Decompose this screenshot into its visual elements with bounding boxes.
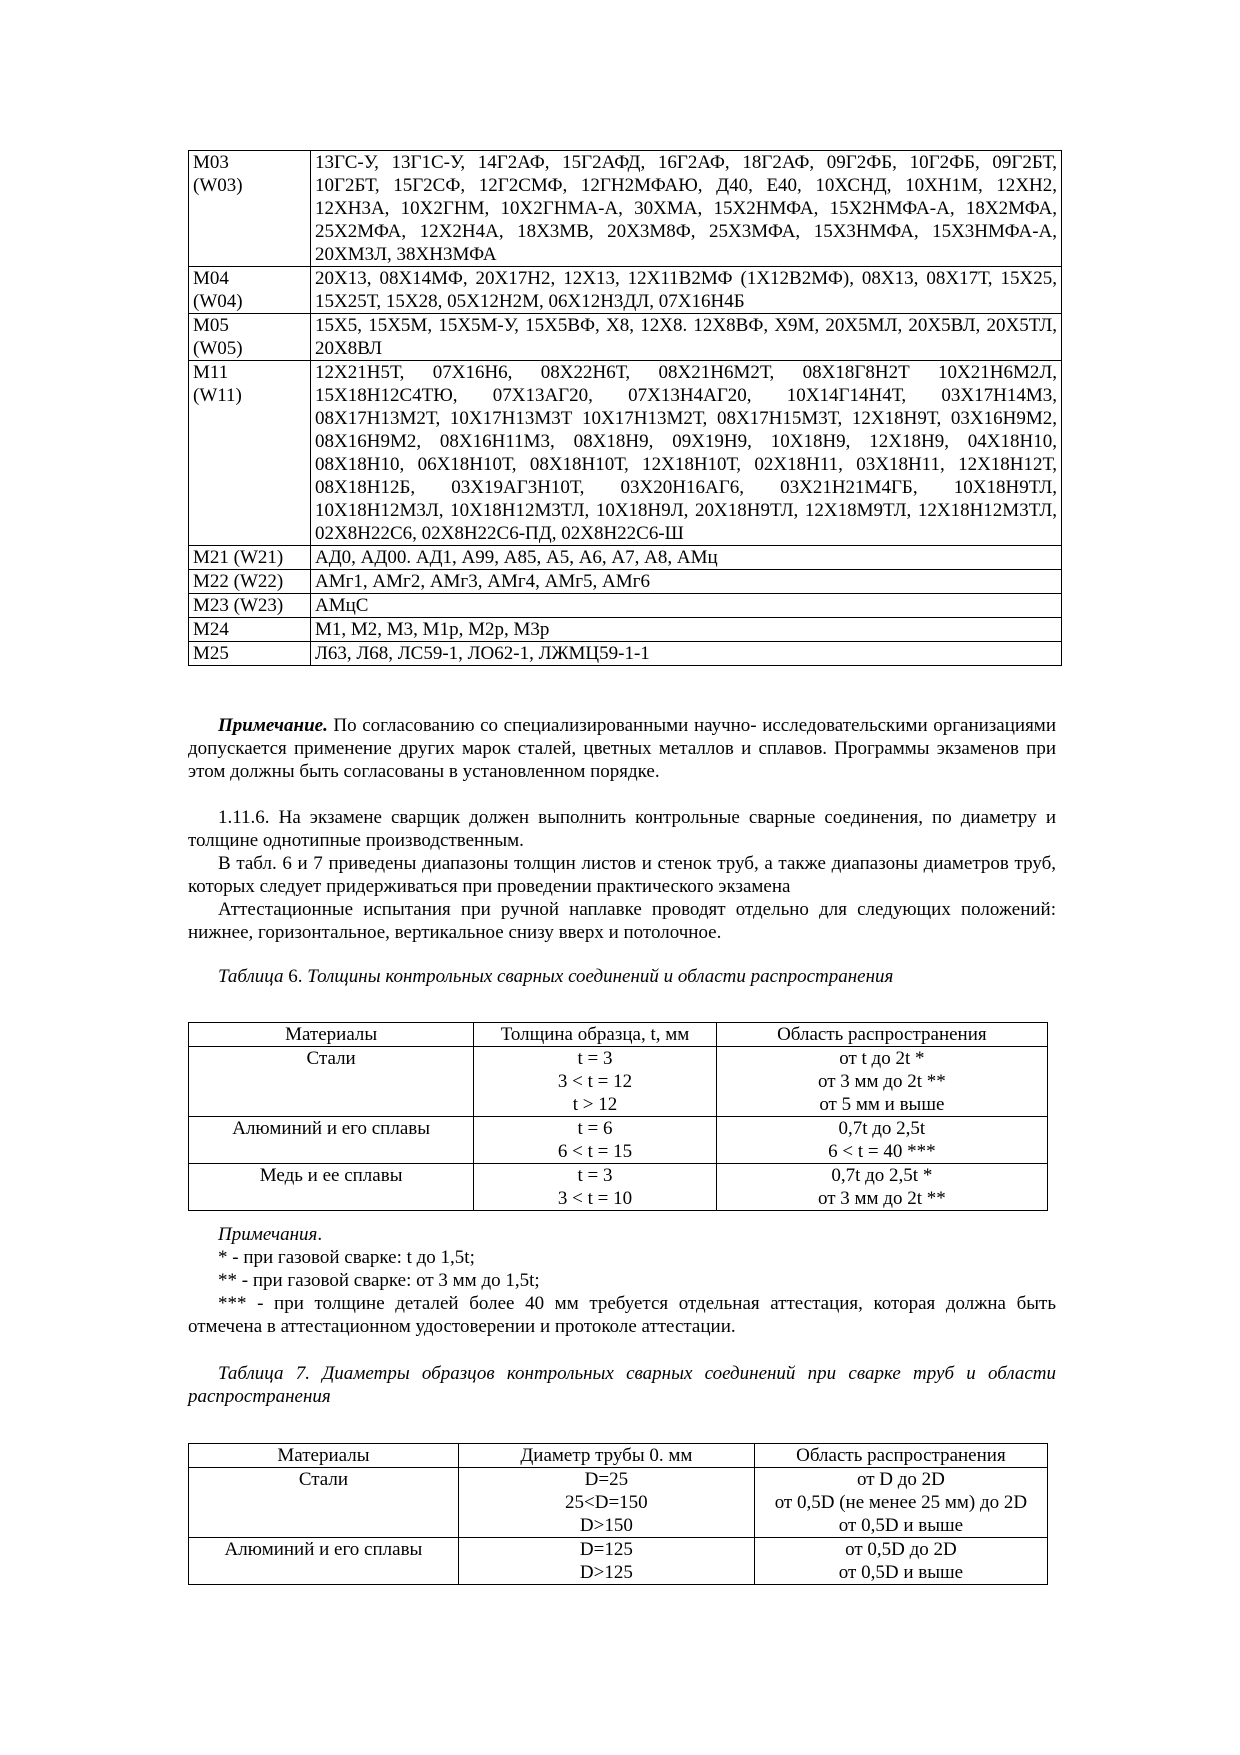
group-code: М25 [193, 643, 229, 664]
group-code: М03 [193, 152, 229, 173]
range-cell [754, 1468, 1047, 1538]
group-code: (W11) [193, 385, 242, 406]
sample-cell [474, 1164, 716, 1211]
group-steels-cell: АМцС [311, 594, 1062, 618]
table-row [189, 1164, 1048, 1211]
table-row [189, 570, 1062, 594]
group-code: М04 [193, 268, 229, 289]
note-item-2: ** - при газовой сварке: от 3 мм до 1,5t; [218, 1270, 540, 1291]
range-value: от 3 мм до 2t ** [817, 1188, 946, 1209]
table-row [189, 151, 1062, 267]
table-row [189, 618, 1062, 642]
paragraph-1-11-6-text: 1.11.6. На экзамене сварщик должен выполнить контрольные сварные соединения, по диаметру и толщине однотипные производственным. [188, 807, 1056, 851]
column-header: Область распространения [754, 1444, 1047, 1468]
range-value: от t до 2t * [839, 1048, 925, 1069]
sample-cell [474, 1117, 716, 1164]
group-code-cell [189, 546, 311, 570]
group-code: М23 (W23) [193, 595, 284, 616]
table-row [189, 1117, 1048, 1164]
group-steels-cell: АМг1, АМг2, АМг3, АМг4, АМг5, АМг6 [311, 570, 1062, 594]
diameter-value: D=25 [584, 1469, 629, 1490]
diameter-cell [458, 1538, 754, 1585]
group-steels-cell: 13ГС-У, 13Г1С-У, 14Г2АФ, 15Г2АФД, 16Г2АФ, 18Г2АФ, 09Г2ФБ, 10Г2ФБ, 09Г2БТ, 10Г2БТ, 15Г2СФ, 12Г2СМФ, 12ГН2МФАЮ, Д40, Е40, 10ХСНД, 10ХН1М, 12ХН2, 12ХН3А, 10Х2ГНМ, 10Х2ГНМА-А, 30ХМА, 15Х2НМФА, 15Х2НМФА-А, 18Х2МФА, 25Х2МФА, 12Х2Н4А, 18Х3МВ, 20Х3М8Ф, 25Х3МФА, 15Х3НМФА, 15Х3НМФА-А, 20ХМ3Л, 38ХН3МФА [311, 151, 1062, 267]
table-row [189, 314, 1062, 361]
paragraph-1-11-6 [188, 806, 1056, 852]
notes-title-dot: . [317, 1224, 323, 1245]
table6-notes [188, 1223, 1056, 1338]
group-code: М21 (W21) [193, 547, 284, 568]
group-steels-cell: 12Х21Н5Т, 07Х16Н6, 08Х22Н6Т, 08Х21Н6М2Т, 08Х18Г8Н2Т 10Х21Н6М2Л, 15Х18Н12С4ТЮ, 07Х13АГ20, 07Х13Н4АГ20, 10Х14Г14Н4Т, 03Х17Н14М3, 08Х17Н13М2Т, 10Х17Н13М3Т 10Х17Н13М2Т, 08Х17Н15М3Т, 12Х18Н9Т, 03Х16Н9М2, 08Х16Н9М2, 08Х16Н11М3, 08Х18Н9, 09Х19Н9, 10Х18Н9, 12Х18Н9, 04Х18Н10, 08Х18Н10, 06Х18Н10Т, 08Х18Н10Т, 12Х18Н10Т, 02Х18Н11, 03Х18Н11, 12Х18Н12Т, 08Х18Н12Б, 03Х19АГ3Н10Т, 03Х20Н16АГ6, 03Х21Н21М4ГБ, 10Х18Н9ТЛ, 10Х18Н12М3Л, 10Х18Н12М3ТЛ, 10Х18Н9Л, 20Х18Н9ТЛ, 12Х18М9ТЛ, 12Х18Н12М3ТЛ, 02Х8Н22С6, 02Х8Н22С6-ПД, 02Х8Н22С6-Ш [311, 361, 1062, 546]
note-paragraph [188, 714, 1056, 783]
range-value: от 0,5D и выше [838, 1515, 964, 1536]
group-code-cell [189, 594, 311, 618]
range-value: 6 < t = 40 *** [828, 1141, 936, 1162]
column-header: Материалы [189, 1023, 474, 1047]
material-cell: Стали [189, 1468, 459, 1538]
material-cell: Медь и ее сплавы [189, 1164, 474, 1211]
notes-title: Примечания [218, 1224, 318, 1245]
material-cell: Алюминий и его сплавы [189, 1117, 474, 1164]
group-code-cell [189, 361, 311, 546]
group-code-cell [189, 618, 311, 642]
range-value: от 0,5D (не менее 25 мм) до 2D [774, 1492, 1028, 1513]
sample-value: 3 < t = 12 [557, 1071, 633, 1092]
range-value: от 3 мм до 2t ** [817, 1071, 946, 1092]
range-cell [716, 1047, 1047, 1117]
column-header: Область распространения [716, 1023, 1047, 1047]
table6-caption-prefix: Таблица [218, 966, 284, 987]
sample-value: t = 3 [577, 1048, 613, 1069]
table-row [189, 1468, 1048, 1538]
table-row [189, 594, 1062, 618]
table-row [189, 546, 1062, 570]
sample-value: t = 3 [577, 1165, 613, 1186]
range-value: от 0,5D до 2D [845, 1539, 957, 1560]
range-cell [716, 1164, 1047, 1211]
group-code: (W03) [193, 175, 243, 196]
range-cell [716, 1117, 1047, 1164]
note-item-1: * - при газовой сварке: t до 1,5t; [218, 1247, 475, 1268]
column-header: Материалы [189, 1444, 459, 1468]
range-value: от 5 мм и выше [819, 1094, 945, 1115]
note-item-3: *** - при толщине деталей более 40 мм требуется отдельная аттестация, которая должна быть отмечена в аттестационном удостоверении и протоколе аттестации. [188, 1293, 1056, 1337]
sample-value: t > 12 [572, 1094, 618, 1115]
table-row [189, 1047, 1048, 1117]
material-cell: Стали [189, 1047, 474, 1117]
table-row [189, 642, 1062, 666]
note-label: Примечание. [218, 715, 328, 736]
sample-value: 6 < t = 15 [557, 1141, 633, 1162]
group-steels-cell: М1, М2, М3, М1р, М2р, М3р [311, 618, 1062, 642]
range-value: от D до 2D [856, 1469, 945, 1490]
group-steels-cell: Л63, Л68, ЛС59-1, ЛО62-1, ЛЖМЦ59-1-1 [311, 642, 1062, 666]
material-cell: Алюминий и его сплавы [189, 1538, 459, 1585]
group-code-cell [189, 570, 311, 594]
table7-caption-text: Таблица 7. Диаметры образцов контрольных сварных соединений при сварке труб и области распространения [188, 1363, 1056, 1407]
table-row [189, 267, 1062, 314]
group-code-cell [189, 151, 311, 267]
group-code: (W04) [193, 291, 243, 312]
column-header: Толщина образца, t, мм [474, 1023, 716, 1047]
paragraph-attestation-text: Аттестационные испытания при ручной наплавке проводят отдельно для следующих положений: нижнее, горизонтальное, вертикальное снизу вверх и потолочное. [188, 899, 1056, 943]
thickness-table [188, 1022, 1048, 1211]
diameter-value: D>125 [579, 1562, 633, 1583]
table7-caption [188, 1362, 1056, 1408]
group-code-cell [189, 642, 311, 666]
group-steels-cell: 15Х5, 15Х5М, 15Х5М-У, 15Х5ВФ, Х8, 12Х8. 12Х8ВФ, Х9М, 20Х5МЛ, 20Х5ВЛ, 20Х5ТЛ, 20Х8ВЛ [311, 314, 1062, 361]
diameter-value: D=125 [579, 1539, 633, 1560]
range-value: от 0,5D и выше [838, 1562, 964, 1583]
group-code: М11 [193, 362, 229, 383]
group-code: М05 [193, 315, 229, 336]
diameter-table [188, 1443, 1048, 1585]
note-text: По согласованию со специализированными научно- исследовательскими организациями допускается применение других марок сталей, цветных металлов и сплавов. Программы экзаменов при этом должны быть согласованы в установленном порядке. [188, 715, 1056, 782]
range-cell [754, 1538, 1047, 1585]
table6-caption-number: 6. [283, 966, 308, 987]
column-header: Диаметр трубы 0. мм [458, 1444, 754, 1468]
group-code-cell [189, 314, 311, 361]
table6-caption-text: Толщины контрольных сварных соединений и области распространения [307, 966, 894, 987]
material-groups-table [188, 150, 1062, 666]
paragraph-tables-ref [188, 852, 1056, 898]
paragraph-attestation [188, 898, 1056, 944]
diameter-cell [458, 1468, 754, 1538]
sample-value: t = 6 [577, 1118, 613, 1139]
group-steels-cell: 20Х13, 08Х14МФ, 20Х17Н2, 12Х13, 12Х11В2МФ (1Х12В2МФ), 08Х13, 08Х17Т, 15Х25, 15Х25Т, 15Х28, 05Х12Н2М, 06Х12Н3ДЛ, 07Х16Н4Б [311, 267, 1062, 314]
range-value: 0,7t до 2,5t * [831, 1165, 933, 1186]
group-code: М24 [193, 619, 229, 640]
sample-value: 3 < t = 10 [557, 1188, 633, 1209]
diameter-value: D>150 [579, 1515, 633, 1536]
table-row [189, 361, 1062, 546]
group-code: (W05) [193, 338, 243, 359]
group-code: М22 (W22) [193, 571, 284, 592]
sample-cell [474, 1047, 716, 1117]
range-value: 0,7t до 2,5t [838, 1118, 926, 1139]
table6-caption [188, 965, 1056, 988]
group-steels-cell: АД0, АД00. АД1, А99, А85, А5, А6, А7, А8, АМц [311, 546, 1062, 570]
diameter-value: 25<D=150 [565, 1492, 648, 1513]
table-row [189, 1538, 1048, 1585]
paragraph-tables-ref-text: В табл. 6 и 7 приведены диапазоны толщин листов и стенок труб, а также диапазоны диаметров труб, которых следует придерживаться при проведении практического экзамена [188, 853, 1056, 897]
group-code-cell [189, 267, 311, 314]
